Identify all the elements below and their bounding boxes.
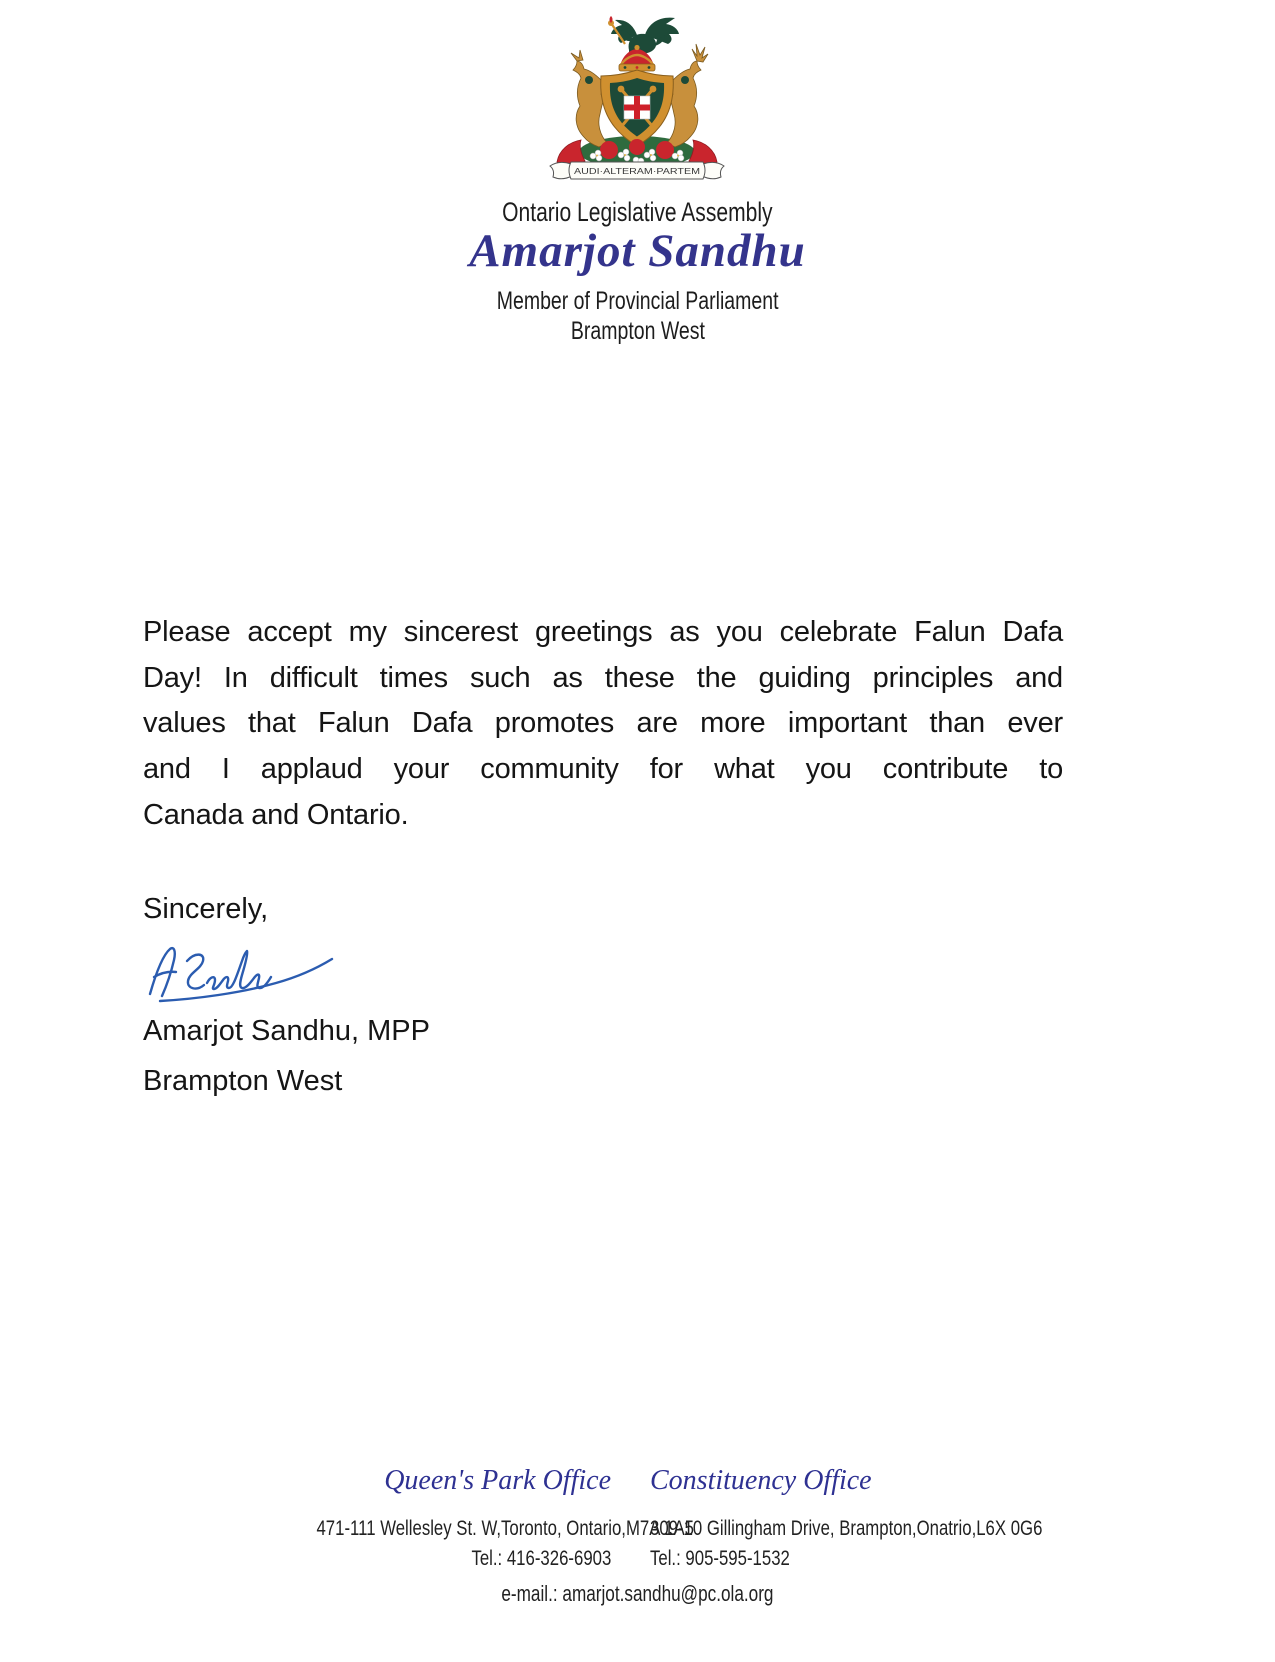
body-line: and I applaud your community for what you contribute to	[143, 753, 1063, 786]
crest-motto-text: AUDI·ALTERAM·PARTEM	[574, 166, 700, 176]
signer-riding: Brampton West	[143, 1065, 343, 1097]
body-line: values that Falun Dafa promotes are more important than ever	[143, 707, 1063, 740]
office-address: 309-10 Gillingham Drive, Brampton,Onatrio,L6X 0G6	[650, 1516, 1043, 1540]
letter-body	[143, 610, 1063, 839]
signer-name: Amarjot Sandhu, MPP	[143, 1015, 430, 1047]
constituency-office-block	[650, 1466, 1070, 1573]
queens-park-office-block	[210, 1465, 694, 1573]
office-title: Queen's Park Office	[384, 1465, 611, 1496]
mpp-role: Member of Provincial Parliament	[496, 287, 779, 315]
closing-salutation: Sincerely,	[143, 893, 269, 925]
office-address: 471-111 Wellesley St. W,Toronto, Ontario,M7A 1A5	[316, 1516, 694, 1540]
mpp-riding: Brampton West	[570, 317, 705, 345]
body-line: Canada and Ontario.	[143, 798, 409, 831]
ontario-coat-of-arms-icon	[537, 14, 737, 188]
organization-name: Ontario Legislative Assembly	[502, 197, 773, 227]
body-line: Please accept my sincerest greetings as you celebrate Falun Dafa	[143, 616, 1063, 648]
body-line: Day! In difficult times such as these the guiding principles and	[143, 661, 1063, 694]
email-address: e-mail.: amarjot.sandhu@pc.ola.org	[501, 1581, 774, 1606]
mpp-name: Amarjot Sandhu	[469, 225, 806, 277]
office-tel: Tel.: 416-326-6903	[471, 1546, 611, 1570]
signature-image	[146, 942, 346, 1008]
office-title: Constituency Office	[650, 1465, 872, 1496]
office-tel: Tel.: 905-595-1532	[650, 1546, 790, 1570]
